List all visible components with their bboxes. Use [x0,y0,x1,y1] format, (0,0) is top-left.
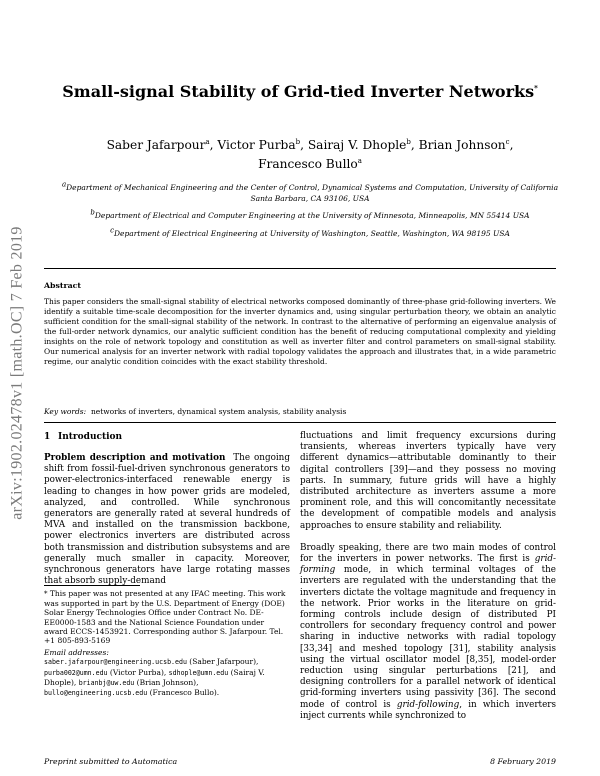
keywords-label: Key words: [44,407,87,416]
right-column-text [300,431,556,733]
section-heading: 1 Introduction [44,432,123,442]
affiliation-a: $^a$Department of Mechanical Engineering and the Center of Control, Dynamical Systems and Computation, University of California Santa Barbara, CA 93106, USA [61,180,559,203]
author-name: Saber Jafarpour [106,138,206,152]
abstract-bottom-rule [44,422,556,423]
email-address: brianbj@uw.edu [78,678,135,687]
keywords [44,407,346,416]
left-column-text: Problem description and motivation The ongoing shift from fossil-fuel-driven synchronous generators to power-electronics-interfaced renewable energy is leading to changes in how power grids are modeled, analyzed, and controlled. While synchronous generators are generally rated at several hundreds of MVA and installed on the transmission backbone, power electronics inverters are distributed across both transmission and distribution subsystems and are generally much smaller in capacity. Moreover, synchronous generators have large rotating masses that absorb supply-demand [44,453,290,587]
email-address: saber.jafarpour@engineering.ucsb.edu [44,658,187,667]
paragraph-lead: Problem description and motivation [44,453,226,463]
email-address: bullo@engineering.ucsb.edu [44,689,148,698]
keywords-text: networks of inverters, dynamical system analysis, stability analysis [90,407,347,416]
abstract-top-rule [44,268,556,269]
author-name: , Brian Johnson [410,138,506,152]
affiliation-b: $^b$Department of Electrical and Computer Engineering at the University of Minnesota, Minneapolis, MN 55414 USA [90,208,530,220]
paragraph: Broadly speaking, there are two main modes of control for the inverters in power networks. The first is grid-forming mode, in which terminal voltages of the inverters are regulated with the understanding that the inverters dictate the voltage magnitude and frequency in the network. Prior works in the literature on grid-forming controls include design of distributed PI controllers for secondary frequency control and power sharing in inductive networks with radial topology [33,34] and meshed topology [31], stability analysis using the virtual oscillator model [8,35], model-order reduction using singular perturbations [21], and designing controllers for a parallel network of identical grid-forming inverters using passivity [36]. The second mode of control is grid-following, in which inverters inject currents while synchronized to [300,542,556,721]
author-name: , Victor Purba [209,138,296,152]
author-list: Saber Jafarpour$^a$, Victor Purba$^b$, Sairaj V. Dhople$^b$, Brian Johnson$^c$, Francesco Bullo$^a$ [106,137,514,171]
paper-title: Small-signal Stability of Grid-tied Inverter Networks* [62,82,538,101]
title-footnote-mark: * [534,83,538,93]
arxiv-stamp: arXiv:1902.02478v1 [math.OC] 7 Feb 2019 [9,226,27,520]
affiliation-c: $^c$Department of Electrical Engineering at University of Washington, Seattle, Washington, WA 98195 USA [110,226,510,238]
email-list: saber.jafarpour@engineering.ucsb.edu (Saber Jafarpour), purba002@umn.edu (Victor Purba), sdhople@umn.edu (Sairaj V. Dhople), brianbj@uw.edu (Brian Johnson), bullo@engineering.ucsb.edu (Francesco Bullo). [44,657,265,698]
abstract-heading: Abstract [44,281,82,290]
paragraph: fluctuations and limit frequency excursions during transients, whereas inverters typically have very different dynamics—attributable dominantly to their digital controllers [39]—and they possess no moving parts. In summary, future grids will have a highly distributed architecture as inverters assume a more prominent role, and this will concomitantly necessitate the development of compatible models and analysis approaches to ensure stability and reliability. [300,431,556,531]
footnote-rule [44,585,140,586]
abstract-text: This paper considers the small-signal stability of electrical networks composed dominantly of three-phase grid-following inverters. We identify a suitable time-scale decomposition for the inverter dynamics and, using singular perturbation theory, we obtain an analytic sufficient condition for the small-signal stability of the network. In contrast to the alternative of performing an eigenvalue analysis of the full-order network dynamics, our analytic sufficient condition has the benefit of reducing computational complexity and yielding insights on the role of network topology and constitution as well as inverter filter and control parameters on small-signal stability. Our numerical analysis for an inverter network with radial topology validates the approach and illustrates that, in a wide parametric regime, our analytic condition coincides with the exact stability threshold. [44,297,556,366]
footnote: * This paper was not presented at any IFAC meeting. This work was supported in part by the U.S. Department of Energy (DOE) Solar Energy Technologies Office under Contract No. DE-EE0000-1583 and the National Science Foundation under award ECCS-1453921. Corresponding author S. Jafarpour. Tel. +1 805-893-5169 Email addresses: saber.jafarpour@engineering.ucsb.edu (Saber Jafarpour), purba002@umn.edu (Victor Purba), sdhople@umn.edu (Sairaj V. Dhople), brianbj@uw.edu (Brian Johnson), bullo@engineering.ucsb.edu (Francesco Bullo). [44,589,290,698]
author-name: , Sairaj V. Dhople [300,138,407,152]
email-address: purba002@umn.edu [44,668,108,677]
email-label: Email addresses: [44,648,109,658]
email-address: sdhople@umn.edu [168,668,229,677]
footer-date: 8 February 2019 [490,757,556,766]
footer-journal: Preprint submitted to Automatica [44,757,178,766]
author-name: Francesco Bullo [258,157,358,171]
